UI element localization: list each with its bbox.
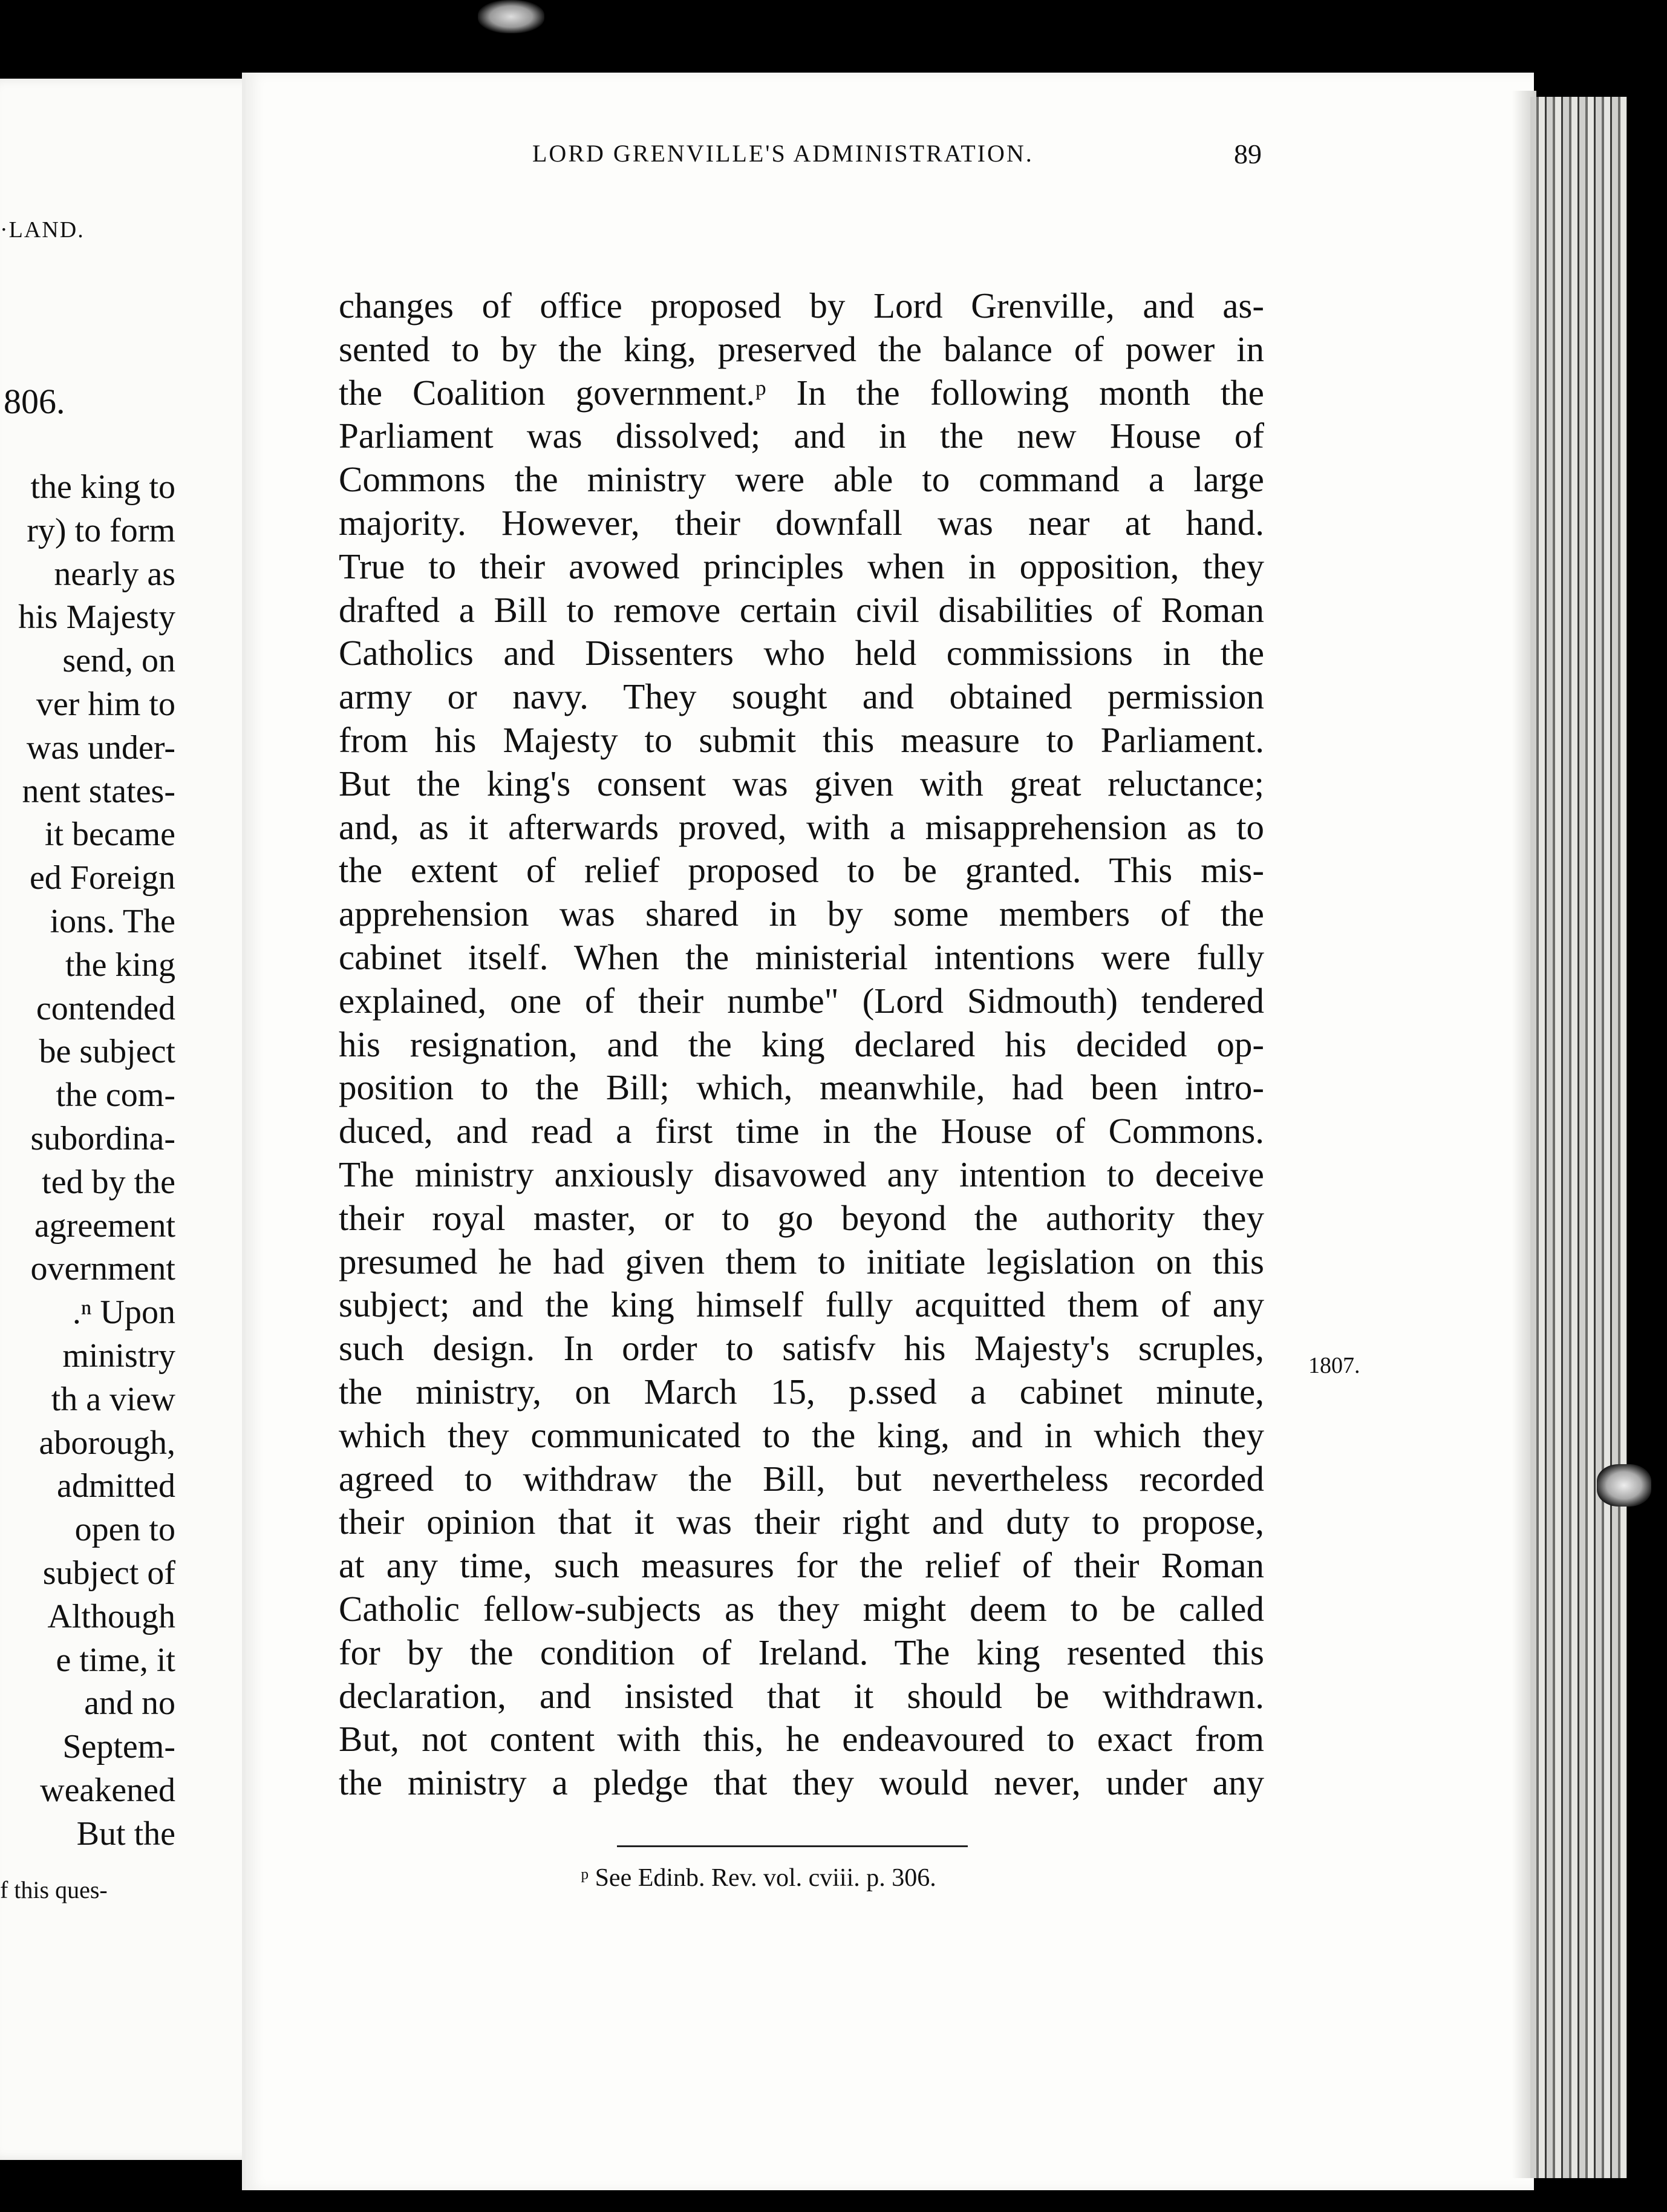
text-line: Catholic fellow-subjects as they might deem to be called <box>339 1588 1264 1629</box>
left-text-line: e time, it <box>56 1641 175 1679</box>
text-line: his resignation, and the king declared his decided op- <box>339 1024 1264 1064</box>
text-line: duced, and read a first time in the House of Commons. <box>339 1111 1264 1151</box>
ink-blot-right <box>1597 1464 1651 1507</box>
left-text-block <box>18 466 175 1856</box>
left-text-line: ver him to <box>36 685 175 723</box>
margin-year-note: 1807. <box>1308 1353 1360 1378</box>
left-text-line: admitted <box>57 1467 175 1505</box>
left-text-line: send, on <box>62 642 175 680</box>
text-line: changes of office proposed by Lord Grenville, and as- <box>339 286 1264 326</box>
left-text-line: was under- <box>26 728 175 767</box>
text-line: at any time, such measures for the relief of their Roman <box>339 1545 1264 1586</box>
left-page-fragment <box>0 79 263 2160</box>
left-text-line: the king <box>65 946 175 984</box>
text-line: their opinion that it was their right and duty to propose, <box>339 1502 1264 1542</box>
text-line: But, not content with this, he endeavoured to exact from <box>339 1719 1264 1759</box>
left-text-line: the king to <box>30 468 175 506</box>
left-text-line: .ⁿ Upon <box>72 1294 175 1332</box>
text-line: the ministry, on March 15, p.ssed a cabinet minute, <box>339 1371 1264 1412</box>
left-text-line: weakened <box>40 1771 175 1809</box>
left-text-line: contended <box>36 989 175 1027</box>
left-text-line: open to <box>74 1511 175 1549</box>
text-line: for by the condition of Ireland. The king resented this <box>339 1632 1264 1672</box>
left-text-line: ted by the <box>42 1163 175 1201</box>
left-text-line: it became <box>44 816 175 854</box>
text-line: apprehension was shared in by some members of the <box>339 894 1264 934</box>
left-text-line: ions. The <box>50 902 175 940</box>
left-running-head: ·LAND. <box>0 217 85 243</box>
body-text <box>339 284 1264 1805</box>
left-text-line: nearly as <box>54 555 175 593</box>
left-text-line: ministry <box>62 1337 175 1375</box>
left-text-line: Septem- <box>62 1728 175 1766</box>
left-text-line: subordina- <box>30 1119 175 1157</box>
left-text-line: his Majesty <box>18 598 175 636</box>
text-line: The ministry anxiously disavowed any intention to deceive <box>339 1154 1264 1194</box>
page-number: 89 <box>1234 139 1262 169</box>
left-text-line: subject of <box>42 1554 175 1592</box>
text-line: explained, one of their numbe" (Lord Sidmouth) tendered <box>339 980 1264 1021</box>
text-line: Catholics and Dissenters who held commissions in the <box>339 633 1264 673</box>
left-text-line: the com- <box>56 1076 175 1114</box>
text-line: cabinet itself. When the ministerial intentions were fully <box>339 937 1264 977</box>
footnote-rule <box>617 1845 968 1847</box>
text-line: majority. However, their downfall was near at hand. <box>339 502 1264 543</box>
text-line: their royal master, or to go beyond the authority they <box>339 1197 1264 1238</box>
left-text-line: and no <box>84 1684 175 1723</box>
text-line: from his Majesty to submit this measure to Parliament. <box>339 719 1264 760</box>
text-line: sented to by the king, preserved the balance of power in <box>339 329 1264 369</box>
page-edges <box>1530 97 1627 2178</box>
left-text-line: aborough, <box>39 1424 175 1462</box>
text-line: position to the Bill; which, meanwhile, had been intro- <box>339 1067 1264 1108</box>
text-line: Commons the ministry were able to command a large <box>339 459 1264 500</box>
left-footnote: f this ques- <box>0 1876 108 1903</box>
left-text-line: th a view <box>51 1380 175 1418</box>
text-line: But the king's consent was given with great reluctance; <box>339 763 1264 803</box>
text-line: declaration, and insisted that it should be withdrawn. <box>339 1675 1264 1716</box>
text-line: the extent of relief proposed to be granted. This mis- <box>339 850 1264 891</box>
left-text-line: overnment <box>30 1250 175 1288</box>
text-line: the ministry a pledge that they would never, under any <box>339 1762 1264 1803</box>
left-text-line: But the <box>76 1814 175 1853</box>
left-year-heading: 806. <box>4 382 65 421</box>
text-line: Parliament was dissolved; and in the new House of <box>339 416 1264 456</box>
text-line: the Coalition government.ᵖ In the following month the <box>339 372 1264 413</box>
left-text-line: ry) to form <box>27 511 175 549</box>
text-line: True to their avowed principles when in opposition, they <box>339 546 1264 586</box>
text-line: presumed he had given them to initiate legislation on this <box>339 1241 1264 1281</box>
text-line: such design. In order to satisfv his Majesty's scruples, <box>339 1328 1264 1369</box>
left-text-line: nent states- <box>22 772 175 810</box>
footnote: ᵖ See Edinb. Rev. vol. cviii. p. 306. <box>581 1864 936 1892</box>
text-line: subject; and the king himself fully acquitted them of any <box>339 1284 1264 1325</box>
text-line: and, as it afterwards proved, with a misapprehension as to <box>339 807 1264 847</box>
text-line: drafted a Bill to remove certain civil disabilities of Roman <box>339 589 1264 630</box>
left-text-line: ed Foreign <box>29 859 175 897</box>
ink-blot-top <box>478 0 544 33</box>
running-head: LORD GRENVILLE'S ADMINISTRATION. <box>532 140 1034 167</box>
left-text-line: be subject <box>39 1033 175 1071</box>
text-line: army or navy. They sought and obtained permission <box>339 676 1264 717</box>
text-line: which they communicated to the king, and in which they <box>339 1415 1264 1455</box>
left-text-line: agreement <box>34 1206 175 1245</box>
left-text-line: Although <box>47 1597 175 1635</box>
text-line: agreed to withdraw the Bill, but nevertheless recorded <box>339 1458 1264 1499</box>
